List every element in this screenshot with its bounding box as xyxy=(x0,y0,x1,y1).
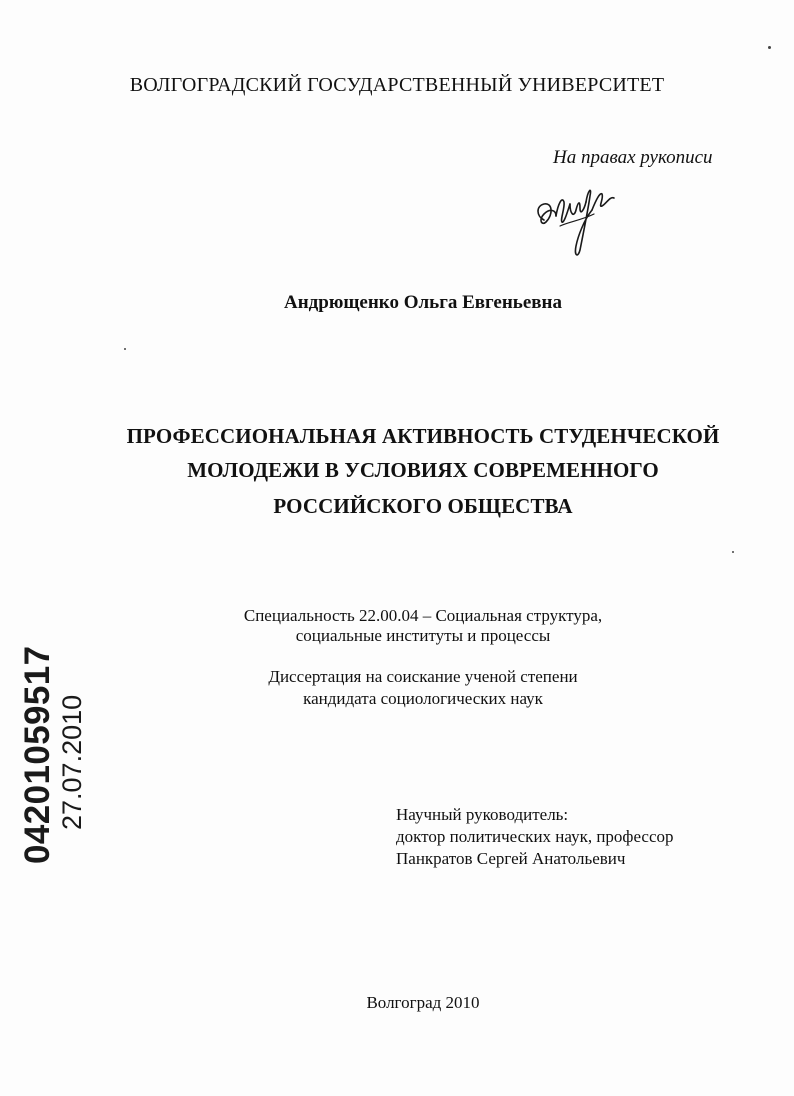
supervisor-credentials: доктор политических наук, профессор xyxy=(396,827,674,846)
specialty-line-1: Специальность 22.00.04 – Социальная структура, xyxy=(243,606,603,625)
supervisor-label: Научный руководитель: xyxy=(396,805,569,824)
library-stamp-number: 04201059517 xyxy=(18,645,57,864)
manuscript-rights-note: На правах рукописи xyxy=(553,147,713,168)
dissertation-title-line-1: ПРОФЕССИОНАЛЬНАЯ АКТИВНОСТЬ СТУДЕНЧЕСКОЙ xyxy=(126,424,720,448)
library-stamp-date: 27.07.2010 xyxy=(57,694,87,830)
scan-speck xyxy=(124,348,126,350)
specialty-line-2: социальные институты и процессы xyxy=(295,626,551,645)
author-signature xyxy=(532,180,620,260)
author-name: Андрющенко Ольга Евгеньевна xyxy=(284,292,562,313)
scan-speck xyxy=(732,551,734,553)
degree-line-1: Диссертация на соискание ученой степени xyxy=(268,667,578,686)
supervisor-name: Панкратов Сергей Анатольевич xyxy=(396,849,626,868)
city-year: Волгоград 2010 xyxy=(366,993,480,1012)
university-name: ВОЛГОГРАДСКИЙ ГОСУДАРСТВЕННЫЙ УНИВЕРСИТЕТ xyxy=(129,74,665,96)
dissertation-title-line-2: МОЛОДЕЖИ В УСЛОВИЯХ СОВРЕМЕННОГО xyxy=(187,458,659,482)
degree-line-2: кандидата социологических наук xyxy=(303,689,543,708)
dissertation-title-line-3: РОССИЙСКОГО ОБЩЕСТВА xyxy=(273,494,573,518)
scan-speck xyxy=(768,46,771,49)
